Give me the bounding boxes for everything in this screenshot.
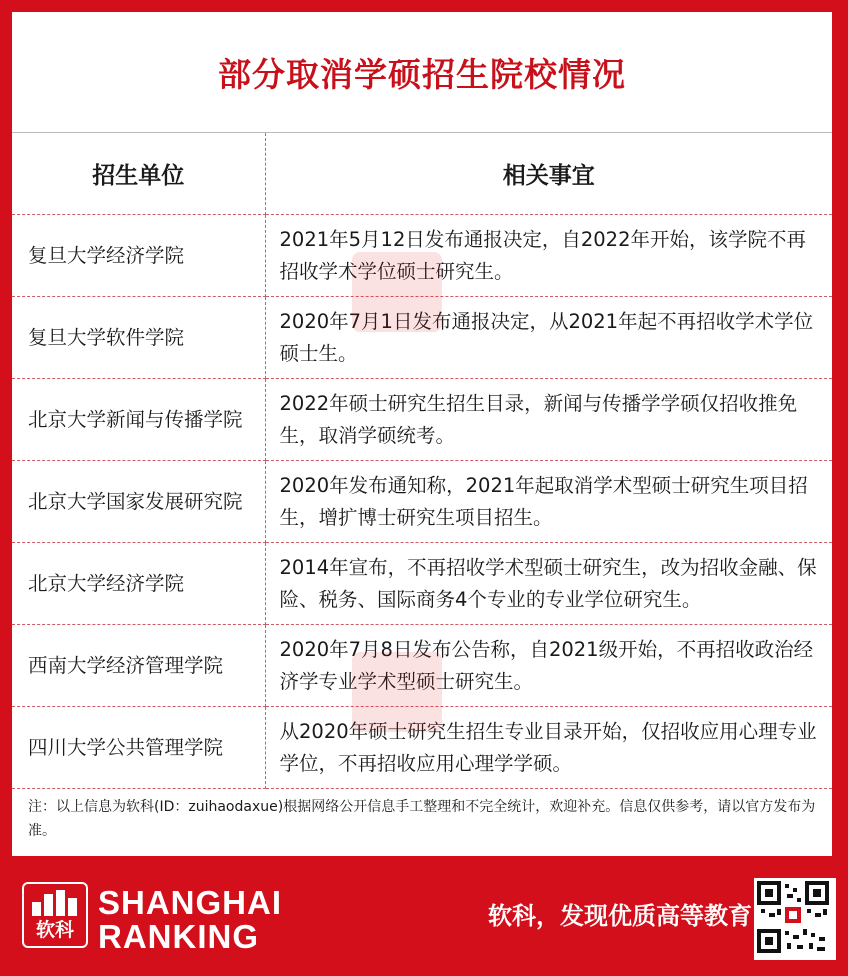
- qr-code-icon: [754, 878, 836, 960]
- table-row: [12, 707, 832, 789]
- table-row: [12, 297, 832, 379]
- detail-cell: 2021年5月12日发布通报决定，自2022年开始，该学院不再招收学术学位硕士研究生。: [265, 215, 832, 297]
- page-title: 部分取消学硕招生院校情况: [12, 12, 832, 133]
- table-row: [12, 379, 832, 461]
- slogan: 软科，发现优质高等教育: [488, 902, 752, 930]
- shanghai-ranking-logo-icon: [22, 882, 88, 948]
- detail-cell: 2020年7月8日发布公告称，自2021级开始，不再招收政治经济学专业学术型硕士研究生。: [265, 625, 832, 707]
- header-detail: 相关事宜: [265, 133, 832, 215]
- unit-cell: 四川大学公共管理学院: [12, 707, 265, 789]
- schools-table: [12, 133, 832, 789]
- detail-cell: 从2020年硕士研究生招生专业目录开始，仅招收应用心理专业学位，不再招收应用心理学学硕。: [265, 707, 832, 789]
- unit-cell: 复旦大学经济学院: [12, 215, 265, 297]
- table-row: [12, 215, 832, 297]
- unit-cell: 北京大学国家发展研究院: [12, 461, 265, 543]
- detail-cell: 2022年硕士研究生招生目录，新闻与传播学学硕仅招收推免生，取消学硕统考。: [265, 379, 832, 461]
- footer-banner: [0, 856, 848, 976]
- header-unit: 招生单位: [12, 133, 265, 215]
- table-row: [12, 461, 832, 543]
- detail-cell: 2014年宣布，不再招收学术型硕士研究生，改为招收金融、保险、税务、国际商务4个专业的专业学位研究生。: [265, 543, 832, 625]
- unit-cell: 复旦大学软件学院: [12, 297, 265, 379]
- table-row: [12, 543, 832, 625]
- table-header-row: [12, 133, 832, 215]
- logo-text: 软科: [35, 919, 74, 941]
- unit-cell: 北京大学经济学院: [12, 543, 265, 625]
- detail-cell: 2020年7月1日发布通报决定，从2021年起不再招收学术学位硕士生。: [265, 297, 832, 379]
- brand-name-line1: SHANGHAI: [98, 884, 283, 921]
- footnote: 注：以上信息为软科(ID：zuihaodaxue)根据网络公开信息手工整理和不完全统计，欢迎补充。信息仅供参考，请以官方发布为准。: [28, 799, 816, 839]
- brand-name-line2: RANKING: [98, 918, 259, 955]
- unit-cell: 北京大学新闻与传播学院: [12, 379, 265, 461]
- info-card: [12, 12, 832, 856]
- detail-cell: 2020年发布通知称，2021年起取消学术型硕士研究生项目招生，增扩博士研究生项目招生。: [265, 461, 832, 543]
- unit-cell: 西南大学经济管理学院: [12, 625, 265, 707]
- table-row: [12, 625, 832, 707]
